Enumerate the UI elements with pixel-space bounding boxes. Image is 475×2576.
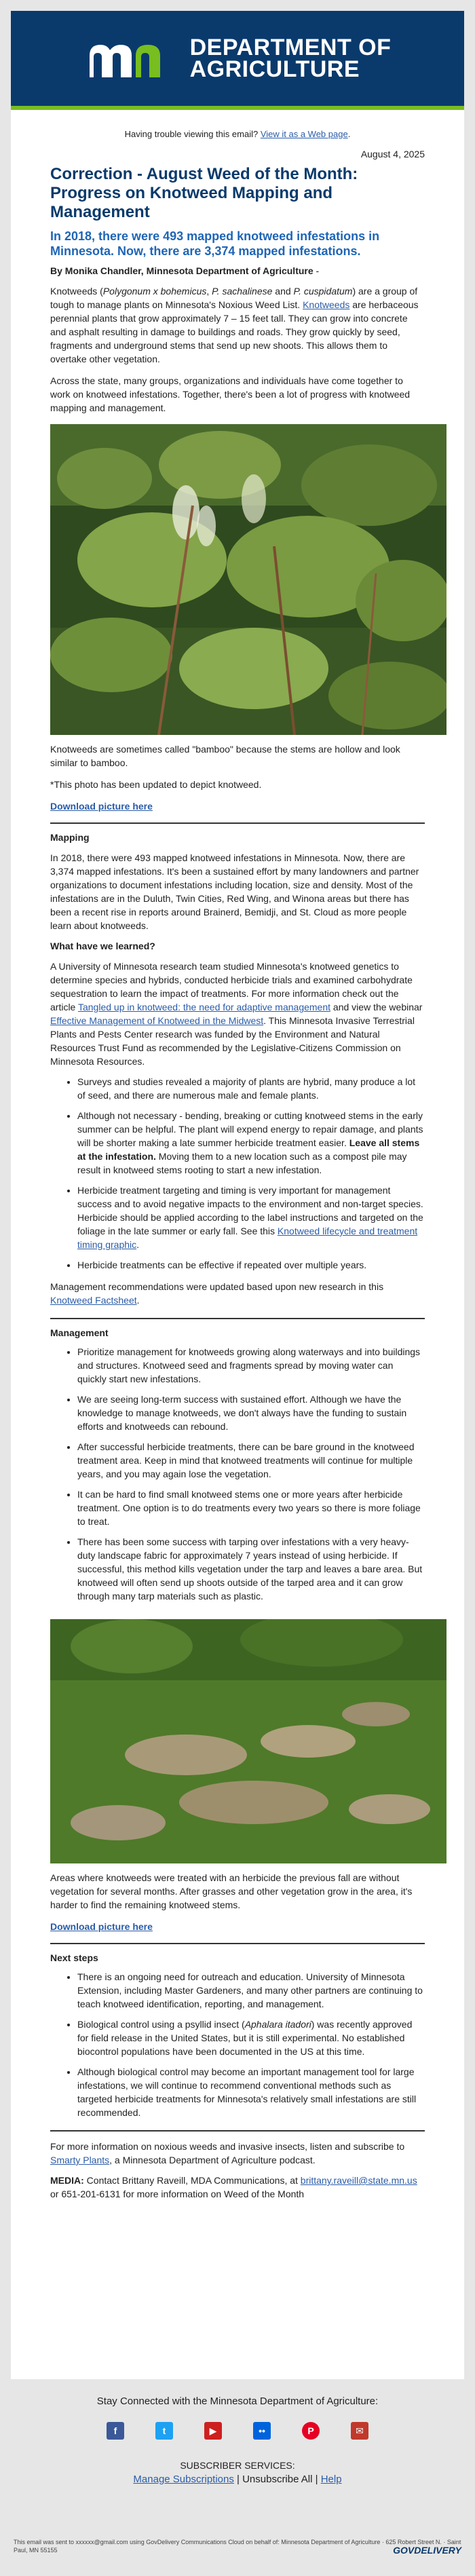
list-item: • We are seeing long-term success with sustained effort. Although we have the knowledge to manage knotweeds, we don't always have the funding to sustain efforts and knotweeds can rebound. [77,1393,425,1433]
photo-note: *This photo has been updated to depict knotweed. [50,779,262,790]
download-picture-link-2[interactable]: Download picture here [50,1921,153,1932]
factsheet-link[interactable]: Knotweed Factsheet [50,1295,137,1306]
subscriber-services-title: SUBSCRIBER SERVICES: [180,2460,295,2471]
mapping-paragraph: In 2018, there were 493 mapped knotweed infestations in Minnesota. Now, there are 3,374 mapped infestations. It's been a sustained effort by many landowners and partner organizations to document infestations including location, size and density. Most of the infestations are in the Duluth, Twin Cities, Red Wing, and Winona areas but there has been a recent rise in reports around Brainerd, Bemidji, and St. Cloud as more people learn about knotweeds. [50,852,419,931]
list-item: • It can be hard to find small knotweed stems one or more years after herbicide treatment. One option is to do treatments every two years so there is more foliage to treat. [77,1488,425,1528]
management-heading: Management [50,1327,109,1338]
twitter-icon[interactable]: t [155,2422,173,2440]
flickr-icon[interactable]: •• [253,2422,271,2440]
media-email-link[interactable]: brittany.raveill@state.mn.us [300,2175,417,2186]
learned-list [50,1075,425,1272]
mapping-heading: Mapping [50,832,90,843]
email-body [11,110,464,2379]
youtube-icon[interactable]: ▶ [204,2422,222,2440]
mn-logo-icon [84,38,179,79]
knotweeds-link[interactable]: Knotweeds [303,299,350,310]
list-item: • Although not necessary - bending, breaking or cutting knotweed stems in the early summer can be helpful. The plant will expend energy to repair damage, and plants will be shorter making a late summer herbicide treatment easier. Leave all stems at the infestation. Moving them to a new location such as a compost pile may result in knotweed stems rooting to start a new infestation. [77,1109,425,1177]
list-item: • After successful herbicide treatments, there can be bare ground in the knotweed treatment area. Keep in mind that knotweed treatments will continue for multiple years, and you may again lose the vegetation. [77,1440,425,1481]
list-item: • There is an ongoing need for outreach and education. University of Minnesota Extension, including Master Gardeners, and many other partners are continuing to teach knotweed identification, reporting, and management. [77,1970,425,2011]
webinar-link[interactable]: Effective Management of Knotweed in the Midwest [50,1015,264,1026]
divider [50,2130,425,2132]
pinterest-icon[interactable]: P [302,2422,320,2440]
stay-connected [11,2395,464,2485]
media-contact: MEDIA: Contact Brittany Raveill, MDA Communications, at brittany.raveill@state.mn.us or 651-201-6131 for more information on Weed of the Month [50,2175,417,2199]
intro-paragraph-2: Across the state, many groups, organizations and individuals have come together to work on knotweed infestations. Together, there's been a lot of progress with knotweed mapping and management. [50,375,411,413]
treated-area-photo [50,1619,446,1863]
lifecycle-graphic-link[interactable]: Knotweed lifecycle and treatment timing graphic [77,1226,418,1250]
list-item: • Herbicide treatments can be effective if repeated over multiple years. [77,1258,425,1272]
trouble-viewing: Having trouble viewing this email? View it as a Web page. [124,129,351,139]
help-link[interactable]: Help [320,2474,342,2485]
stay-connected-title: Stay Connected with the Minnesota Department of Agriculture: [96,2395,379,2407]
divider [50,822,425,824]
download-picture-link[interactable]: Download picture here [50,801,153,812]
list-item: • Although biological control may become an important management tool for large infestations, we will continue to recommend conventional methods such as targeted herbicide treatments for Minnesota's relatively small infestations are still recommended. [77,2065,425,2119]
intro-paragraph: Knotweeds (Polygonum x bohemicus, P. sachalinese and P. cuspidatum) are a group of tough to manage plants on Minnesota's Noxious Weed List. Knotweeds are herbaceous perennial plants that grow approximately 7 – 15 feet tall. They can grow into concrete and asphalt resulting in damage to buildings and roads. They grow quickly by seed, fragments and underground stems that send up new shoots. This allows them to overtake other vegetation. [50,286,419,364]
footer-text: This email was sent to xxxxxx@gmail.com using GovDelivery Communications Cloud on behalf of: Minnesota Department of Agriculture · 625 Robert Street N. · Saint Paul, MN 55155 [14,2539,461,2554]
smarty-plants-link[interactable]: Smarty Plants [50,2155,110,2165]
next-steps-list [50,1970,425,2119]
list-item: • Surveys and studies revealed a majority of plants are hybrid, many produce a lot of seed, and there are numerous male and female plants. [77,1075,425,1102]
govdelivery-logo[interactable]: GOVDELIVERY [393,2545,461,2556]
facebook-icon[interactable]: f [107,2422,124,2440]
date: August 4, 2025 [360,149,425,159]
list-item: • There has been some success with tarping over infestations with a very heavy-duty landscape fabric for approximately 7 years instead of using herbicide. If successful, this method kills vegetation under the tarp and leaves a bare area. But knotweed will often send up shoots outside of the tarped area and it can grow through many tarp materials such as plastic. [77,1535,425,1603]
byline: By Monika Chandler, Minnesota Department of Agriculture - [50,265,320,276]
tangled-article-link[interactable]: Tangled up in knotweed: the need for adaptive management [77,1002,331,1012]
email-icon[interactable]: ✉ [351,2422,368,2440]
list-item: • Herbicide treatment targeting and timing is very important for management success and to avoid negative impacts to the environment and non-target species. Herbicide should be applied according to the label instructions and targeted on the foliage in the late summer or early fall. See this Knotweed lifecycle and treatment timing graphic. [77,1183,425,1251]
list-item: • Biological control using a psyllid insect (Aphalara itadori) was recently approved for field release in the United States, but it is still experimental. No established biocontrol populations have been documented in the US at this time. [77,2018,425,2058]
view-web-link[interactable]: View it as a Web page [260,129,348,139]
more-info-paragraph: For more information on noxious weeds and invasive insects, listen and subscribe to Smarty Plants, a Minnesota Department of Agriculture podcast. [50,2141,405,2165]
page-title: Correction - August Weed of the Month: Progress on Knotweed Mapping and Management [50,165,358,221]
management-list [50,1345,425,1603]
list-item: • Prioritize management for knotweeds growing along waterways and into buildings and structures. Knotweed seed and fragments spread by moving water can quickly start new infestations. [77,1345,425,1386]
photo-caption: Knotweeds are sometimes called "bamboo" because the stems are hollow and look similar to bamboo. [50,744,400,768]
subheading: In 2018, there were 493 mapped knotweed infestations in Minnesota. Now, there are 3,374 mapped infestations. [50,229,380,258]
divider [50,1943,425,1944]
next-steps-heading: Next steps [50,1952,98,1963]
photo2-caption: Areas where knotweeds were treated with an herbicide the previous fall are without vegetation for several months. After grasses and other vegetation grow in the area, it's harder to find the remaining knotweed stems. [50,1872,413,1910]
unsubscribe-link[interactable]: Unsubscribe All [242,2474,313,2485]
factsheet-paragraph: Management recommendations were updated based upon new research in this Knotweed Factsheet. [50,1281,384,1306]
manage-subscriptions-link[interactable]: Manage Subscriptions [133,2474,234,2485]
department-name: DEPARTMENT OF AGRICULTURE [189,35,392,82]
subscriber-links: Manage Subscriptions | Unsubscribe All | Help [133,2474,342,2485]
knotweed-photo [50,424,446,735]
divider [50,1318,425,1319]
social-links [11,2422,464,2440]
learned-paragraph: A University of Minnesota research team studied Minnesota's knotweed genetics to determine species and hybrids, conducted herbicide trials and examined carbohydrate sequestration to learn the impact of treatments. For more information check out the article Tangled up in knotweed: the need for adaptive management and view the webinar Effective Management of Knotweed in the Midwest. This Minnesota Invasive Terrestrial Plants and Pests Center research was funded by the Environment and Natural Resources Trust Fund as recommended by the Legislative-Citizens Commission on Minnesota Resources. [50,961,423,1067]
learned-heading: What have we learned? [50,941,155,951]
header-banner [11,11,464,106]
